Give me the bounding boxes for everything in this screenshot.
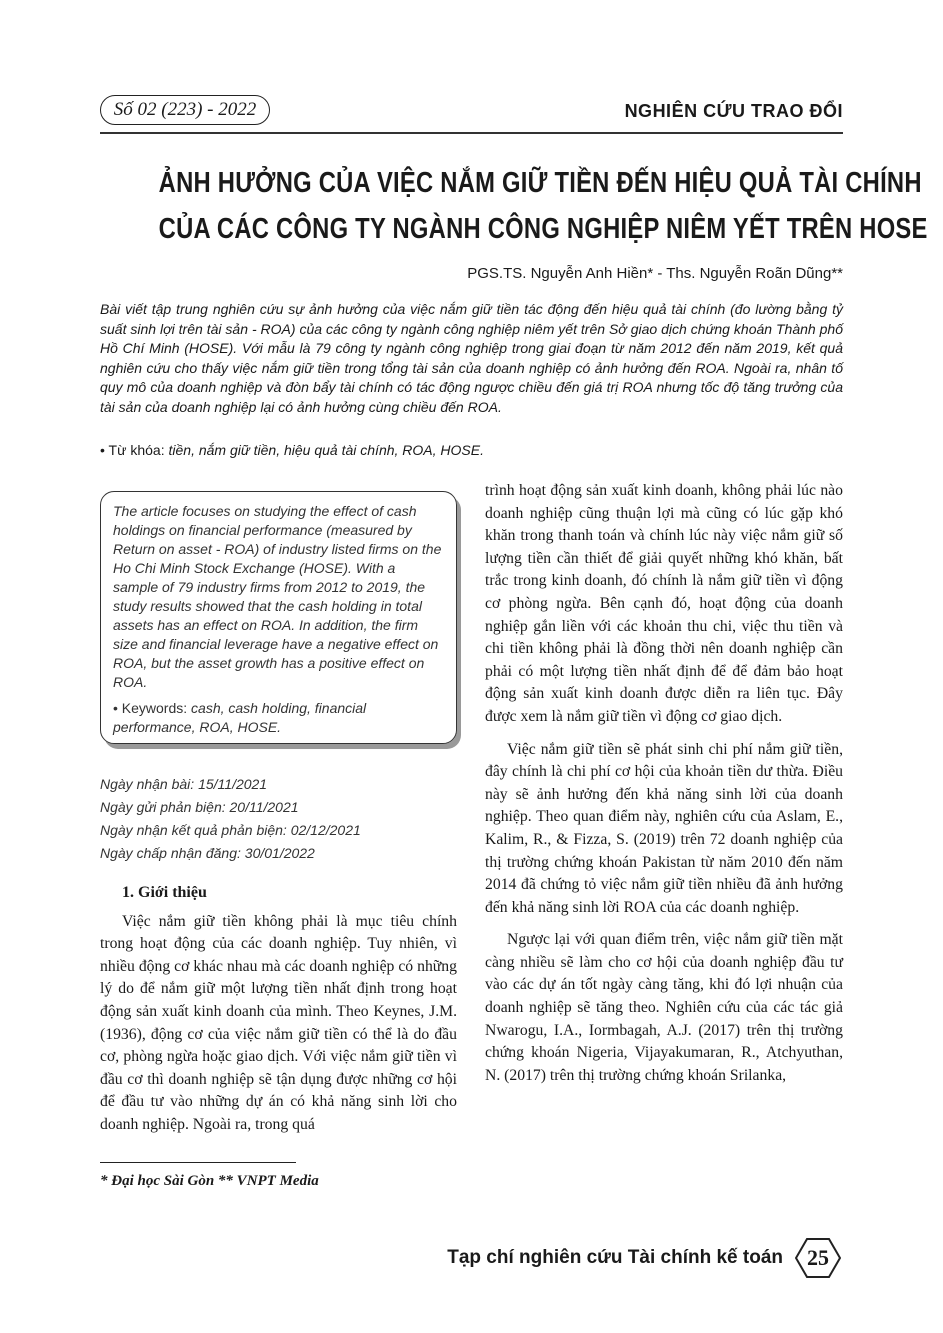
body-paragraph: Việc nắm giữ tiền không phải là mục tiêu chính trong hoạt động của các doanh nghiệp. Tuy nhiên, vì nhiều động cơ khác nhau mà các doanh nghiệp có những lý do để nắm giữ một lượng tiền nhất định trong hoạt động sản xuất kinh doanh của mình. Theo Keynes, J.M. (1936), động cơ của việc nắm giữ tiền có thể là do đầu cơ, phòng ngừa hoặc giao dịch. Với việc nắm giữ tiền vì đầu cơ thì doanh nghiệp sẽ tận dụng được những cơ hội để đầu tư vào những dự án có khả năng sinh lời cho doanh nghiệp. Ngoài ra, trong quá [100,912,457,1133]
header-rule [100,132,843,134]
submission-dates [100,773,361,865]
section-heading: 1. Giới thiệu [122,884,207,901]
keywords-english [113,699,444,737]
date-accepted: Ngày chấp nhận đăng: 30/01/2022 [100,845,315,861]
body-paragraph: Ngược lại với quan điểm trên, việc nắm giữ tiền mặt càng nhiều sẽ làm cho cơ hội của doanh nghiệp đầu tư vào các dự án tốt ngày càng tăng, khi đó lợi nhuận của doanh nghiệp sẽ tăng theo. Nghiên cứu của các tác giả Nwarogu, I.A., Iormbagah, A.J. (2017) trên thị trường chứng khoán Nigeria, Vijayakumaran, R., Atchyuthan, N. (2017) trên thị trường chứng khoán Srilanka, [485,931,843,1084]
page-number-badge [795,1237,841,1279]
date-sent-review: Ngày gửi phản biện: 20/11/2021 [100,799,299,815]
date-review-result: Ngày nhận kết quả phản biện: 02/12/2021 [100,822,361,838]
body-column-left [100,882,457,1137]
keywords-en-label: • Keywords: [113,700,188,716]
journal-name: Tạp chí nghiên cứu Tài chính kế toán [447,1247,783,1268]
article-title [158,160,928,252]
abstract-english: The article focuses on studying the effect of cash holdings on financial performance (measured by Return on asset - ROA) of industry listed firms on the Ho Chi Minh Stock Exchange (HOSE). With a sample of 79 industry firms from 2012 to 2019, the study results showed that the cash holding in total assets has an effect on ROA. In addition, the firm size and financial leverage have a negative effect on ROA, but the asset growth has a positive effect on ROA. [113,503,442,690]
body-column-right [485,480,843,1087]
affiliation-footnote: * Đại học Sài Gòn ** VNPT Media [100,1173,319,1189]
body-paragraph: Việc nắm giữ tiền sẽ phát sinh chi phí nắm giữ tiền, đây chính là chi phí cơ hội của khoản tiền dư thừa. Điều này sẽ ảnh hưởng đến khả năng sinh lời của doanh nghiệp. Theo quan điểm này, nghiên cứu của Aslam, E., Kalim, R., & Fizza, S. (2019) trên 72 doanh nghiệp của thị trường chứng khoán Pakistan từ năm 2010 đến năm 2014 đã chứng tỏ việc nắm giữ tiền nhiều đã ảnh hưởng đến khả năng sinh lời ROA của các doanh nghiệp. [485,740,843,916]
footnote-rule [100,1162,296,1163]
title-line-1: ẢNH HƯỞNG CỦA VIỆC NẮM GIỮ TIỀN ĐẾN HIỆU QUẢ TÀI CHÍNH [158,167,922,199]
keywords-vi-text: tiền, nắm giữ tiền, hiệu quả tài chính, ROA, HOSE. [168,442,484,458]
page-number: 25 [807,1245,829,1270]
english-abstract-box [100,491,457,744]
keywords-en-text: cash, cash holding, financial performance, ROA, HOSE. [113,700,367,735]
keywords-vi-label: • Từ khóa: [100,442,165,458]
date-received: Ngày nhận bài: 15/11/2021 [100,776,268,792]
title-line-2: CỦA CÁC CÔNG TY NGÀNH CÔNG NGHIỆP NIÊM YẾT TRÊN HOSE [158,213,928,245]
abstract-vietnamese: Bài viết tập trung nghiên cứu sự ảnh hưởng của việc nắm giữ tiền tác động đến hiệu quả tài chính (đo lường bằng tỷ suất sinh lợi trên tài sản - ROA) của các công ty ngành công nghiệp niêm yết trên Sở giao dịch chứng khoán Thành phố Hồ Chí Minh (HOSE). Với mẫu là 79 công ty ngành công nghiệp trong giai đoạn từ năm 2012 đến năm 2019, kết quả nghiên cứu cho thấy việc nắm giữ tiền trong tổng tài sản của doanh nghiệp có ảnh hưởng đến ROA. Ngoài ra, nhân tố quy mô của doanh nghiệp và đòn bẩy tài chính có tác động ngược chiều đến giá trị ROA nhưng tốc độ tăng trưởng của tài sản của doanh nghiệp lại có ảnh hưởng cùng chiều đến ROA. [100,301,843,415]
section-label: NGHIÊN CỨU TRAO ĐỔI [624,101,843,121]
authors: PGS.TS. Nguyễn Anh Hiền* - Ths. Nguyễn Roãn Dũng** [467,265,843,282]
issue-badge: Số 02 (223) - 2022 [100,95,270,125]
keywords-vietnamese [100,442,484,458]
body-paragraph: trình hoạt động sản xuất kinh doanh, không phải lúc nào doanh nghiệp cũng thuận lợi mà cũng có lúc gặp khó khăn trong thanh toán và chính lúc này việc nắm giữ số lượng tiền cần thiết để giải quyết những khó khăn, bất trắc trong kinh doanh, đó chính là nắm giữ tiền vì động cơ phòng ngừa. Bên cạnh đó, hoạt động của doanh nghiệp gắn liền với các khoản thu chi, việc thu tiền và chi tiền không phải là đồng thời nên doanh nghiệp cần phải có một lượng tiền nhất định để để đảm bảo hoạt động sản xuất kinh doanh được diễn ra liên tục. Đây được xem là nắm giữ tiền vì động cơ giao dịch. [485,482,843,725]
